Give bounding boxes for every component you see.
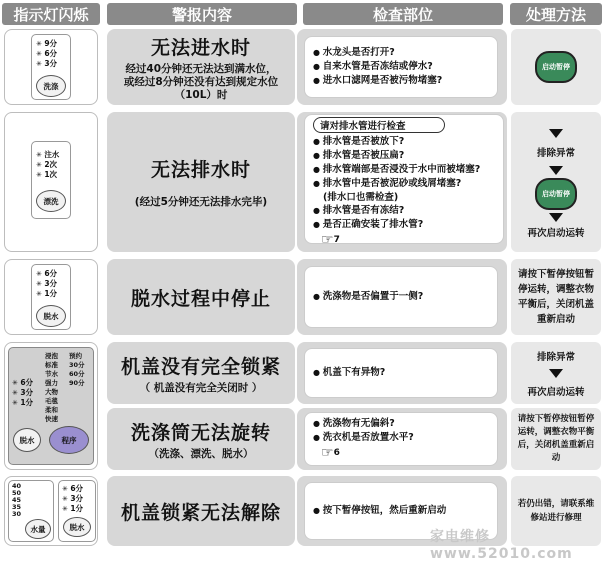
water-level-item: 30 [12,510,22,518]
timer-item: 30分 [69,361,85,369]
led-indicator: ✳ 1分 [12,398,33,408]
alarm-title: 脱水过程中停止 [130,287,271,310]
knob-spin[interactable]: 脱水 [13,428,41,452]
indicator-cell-4 [4,342,98,470]
led-indicator: ✳ 1分 [62,504,83,514]
check-item: ● 自来水管是否冻结或停水? [313,60,497,74]
check-item: ● 排水管中是否被泥砂或线屑堵塞? [313,177,503,191]
start-pause-button[interactable]: 启动暂停 [535,51,577,83]
check-list-4 [304,348,498,398]
alarm-title: 洗涤筒无法旋转 [130,421,271,444]
method-step: 排除异常 [536,351,575,363]
page-reference [313,232,503,248]
led-indicator: ✳ 6分 [36,269,57,279]
alarm-cell-4 [107,342,295,404]
check-item: ● 排水管端部是否浸没于水中而被堵塞? [313,163,503,177]
page-reference [313,445,497,461]
led-indicator: ✳ 6分 [36,49,57,59]
alarm-cell-6 [107,476,295,546]
led-list [62,484,83,514]
program-item: 浸泡 [45,352,58,360]
arrow-down-icon [549,369,563,378]
water-level-item: 50 [12,489,22,497]
alarm-title: 无法排水时 [150,159,251,181]
alarm-subtitle: （洗涤、漂洗、脱水） [148,447,254,460]
knob-program[interactable]: 程序 [49,426,89,454]
water-level-item: 45 [12,496,22,504]
led-indicator: ✳ 1分 [36,289,57,299]
alarm-subtitle: 经过40分钟还无法达到满水位，或经过8分钟还没有达到规定水位（10L）时 [123,62,279,101]
led-indicator: ✳ 3分 [36,59,57,69]
indicator-cell-1 [4,29,98,105]
check-list-5 [304,412,498,466]
water-level-item: 40 [12,482,22,490]
indicator-card [31,264,71,330]
page-ref-number: 6 [333,448,340,458]
alarm-cell-5 [107,408,295,470]
led-indicator: ✳ 3分 [12,388,33,398]
check-item: ● 按下暂停按钮，然后重新启动 [313,504,497,518]
method-cell-2 [511,112,601,252]
method-cell-1 [511,29,601,105]
led-indicator: ✳ 3分 [36,279,57,289]
timer-item: 60分 [69,370,85,378]
program-item: 柔和 [45,406,58,414]
arrow-down-icon [549,166,563,175]
program-item: 强力 [45,379,58,387]
method-text: 若仍出错，请联系维修站进行修理 [517,499,595,523]
check-item: ● 水龙头是否打开? [313,46,497,60]
arrow-down-icon [549,213,563,222]
led-indicator: ✳ 2次 [36,160,59,170]
led-list [36,39,57,69]
indicator-card-right [58,480,96,542]
program-item: 快速 [45,415,58,423]
knob-wash[interactable]: 洗涤 [36,75,66,97]
method-step: 再次启动运转 [527,227,585,239]
program-item: 大物 [45,388,58,396]
water-level-item: 35 [12,503,22,511]
header-indicator: 指示灯闪烁 [2,3,100,25]
alarm-title: 机盖没有完全锁紧 [120,355,281,378]
method-step: 再次启动运转 [527,386,585,398]
program-item: 毛毯 [45,397,58,405]
check-item: ● 是否正确安装了排水管? [313,218,503,232]
led-list [36,269,57,299]
check-item: ● 排水管是否被放下? [313,135,503,149]
check-item: ● 洗衣机是否放置水平? [313,431,497,445]
alarm-subtitle: (经过5分钟还无法排水完毕) [134,196,268,208]
check-list-1 [304,36,498,98]
header-check: 检查部位 [303,3,503,25]
check-list-3 [304,266,498,328]
pointing-hand-icon: ☞ [321,445,334,461]
indicator-card [31,34,71,100]
method-text: 请按下暂停按钮暂停运转，调整衣物平衡后，关闭机盖重新启动 [517,269,594,325]
method-text: 请按下暂停按钮暂停运转，调整衣物平衡后，关闭机盖重新启动 [517,414,595,463]
check-item: ● 进水口滤网是否被污物堵塞? [313,74,497,88]
knob-rinse[interactable]: 漂洗 [36,190,66,212]
led-indicator: ✳ 9分 [36,39,57,49]
led-list [12,483,21,518]
led-indicator: ✳ 1次 [36,170,59,180]
check-item: ● 洗涤物是否偏置于一侧? [313,290,497,304]
header-method: 处理方法 [510,3,602,25]
knob-spin[interactable]: 脱水 [36,305,66,327]
led-list [36,150,59,180]
alarm-title: 机盖锁紧无法解除 [120,501,281,524]
timer-item: 90分 [69,379,85,387]
alarm-cell-3 [107,259,295,335]
check-item: ● 排水管是否被压扁? [313,149,503,163]
check-note: (排水口也需检查) [323,192,399,203]
timer-item: 预约 [69,352,82,360]
pointing-hand-icon: ☞ [321,232,334,248]
check-item: ● 排水管是否有冻结? [313,204,503,218]
led-indicator: ✳ 注水 [36,150,59,160]
alarm-title: 无法进水时 [150,36,251,59]
knob-spin[interactable]: 脱水 [63,517,91,537]
led-indicator: ✳ 6分 [62,484,83,494]
check-item: ● 洗涤物有无偏斜? [313,417,497,431]
led-indicator: ✳ 3分 [62,494,83,504]
knob-water-level[interactable]: 水量 [25,519,51,539]
page-ref-number: 7 [333,235,340,245]
check-item: ● 机盖下有异物? [313,366,497,380]
method-step: 排除异常 [536,147,575,159]
method-cell-3 [511,259,601,335]
indicator-cell-6 [4,476,98,546]
led-list [12,378,33,408]
start-pause-button[interactable]: 启动暂停 [535,178,577,210]
led-indicator: ✳ 6分 [12,378,33,388]
header-alarm: 警报内容 [107,3,297,25]
method-cell-4 [511,342,601,404]
check-list-2 [304,114,504,248]
alarm-subtitle: （ 机盖没有完全关闭时 ） [139,381,263,394]
alarm-cell-1 [107,29,295,105]
watermark: 家电维修 www.52010.com [430,529,573,562]
timer-list [69,352,85,388]
indicator-cell-3 [4,259,98,335]
indicator-card-left [8,480,54,542]
indicator-cell-2 [4,112,98,252]
indicator-card [31,141,71,219]
control-panel [8,347,94,465]
alarm-cell-2 [107,112,295,252]
arrow-down-icon [549,129,563,138]
program-item: 标准 [45,361,58,369]
check-header: 请对排水管进行检查 [313,117,445,133]
program-list [45,352,58,424]
method-cell-5 [511,408,601,470]
program-item: 节水 [45,370,58,378]
